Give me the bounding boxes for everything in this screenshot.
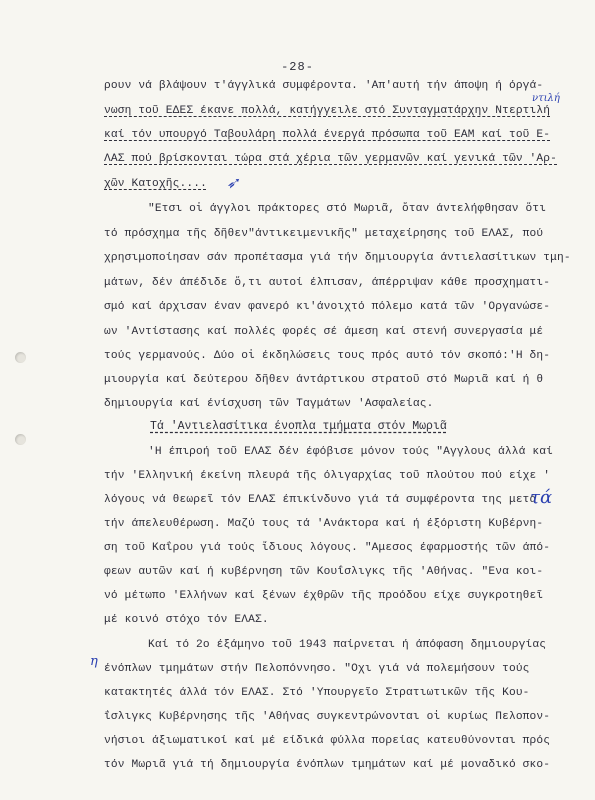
- text-line: λόγους νά θεωρεῖ τόν ΕΛΑΣ έπικίνδυνο γιά τά συμφέροντα της μετά: [104, 494, 537, 506]
- text-line: νήσιοι άξιωματικοί καί μέ είδικά φύλλα πορείας κατευθύνονται πρός: [104, 735, 551, 747]
- arrow-mark-icon: ➶: [226, 173, 240, 192]
- text-line: ένόπλων τμημάτων στήν Πελοπόννησο. "Οχι γιά νά πολεμήσουν τούς: [104, 663, 530, 675]
- text-line: μιουργία καί δεύτερου δῆθεν άντάρτικου στρατοῦ στό Μωριᾶ καί ή θ: [104, 374, 544, 386]
- text-line: τό πρόσχημα τῆς δῆθεν"άντικειμενικῆς" μεταχείρησης τοῦ ΕΛΑΣ, πού: [104, 228, 544, 240]
- punch-hole: [15, 352, 26, 363]
- section-heading: Τά 'Αντιελασίτικα ένοπλα τμήματα στόν Μωριᾶ: [150, 420, 447, 433]
- handwritten-correction: η: [90, 654, 98, 669]
- text-line: ων 'Αντίστασης καί πολλές φορές σέ άμεση καί στενή συνεργασία μέ: [104, 326, 544, 338]
- text-line: καί τόν υπουργό Ταβουλάρη πολλά ένεργά πρόσωπα τοῦ ΕΑΜ καί τοῦ Ε-: [104, 129, 551, 141]
- handwritten-correction: τά: [530, 487, 553, 508]
- text-line: τόν Μωριᾶ γιά τή δημιουργία ένόπλων τμημάτων καί μέ μοναδικό σκο-: [104, 759, 551, 771]
- handwritten-correction: ντιλή: [532, 93, 560, 104]
- text-line: ρουν νά βλάψουν τ'άγγλικά συμφέροντα. 'Απ'αυτή τήν άποψη ή όργά-: [104, 80, 544, 92]
- text-line: ΐσλιγκς Κυβέρνησης τῆς 'Αθήνας συγκεντρώνονται οἱ κυρίως Πελοπον-: [104, 711, 551, 723]
- text-line: 'Η έπιροή τοῦ ΕΛΑΣ δέν έφόβισε μόνον τούς "Αγγλους άλλά καί: [148, 446, 553, 458]
- text-line: μάτων, δέν άπέδιδε ὅ,τι αυτοί έλπισαν, άπέρριψαν κάθε προσχηματι-: [104, 277, 551, 289]
- text-line: Καί τό 2ο έξάμηνο τοῦ 1943 παίρνεται ή άπόφαση δημιουργίας: [148, 639, 547, 651]
- text-line: ση τοῦ Καΐρου γιά τούς ἴδιους λόγους. "Αμεσος έφαρμοστής τῶν άπό-: [104, 542, 551, 554]
- text-line: νό μέτωπο 'Ελλήνων καί ξένων έχθρῶν τῆς προόδου είχε συγκροτηθεῖ: [104, 590, 544, 602]
- text-line: δημιουργία καί ένίσχυση τῶν Ταγμάτων 'Ασφαλείας.: [104, 398, 434, 410]
- text-line: σμό καί άρχισαν έναν φανερό κι'άνοιχτό πόλεμο κατά τῶν 'Οργανώσε-: [104, 301, 551, 313]
- text-line: χῶν Κατοχῆς....: [104, 178, 207, 190]
- text-line: φεων αυτῶν καί ή κυβέρνηση τῶν Κουΐσλιγκς τῆς 'Αθήνας. "Ενα κοι-: [104, 566, 544, 578]
- page-number: -28-: [281, 60, 314, 74]
- text-line: κατακτητές άλλά τόν ΕΛΑΣ. Στό 'Υπουργεῖο Στρατιωτικῶν τῆς Κου-: [104, 687, 530, 699]
- text-line: χρησιμοποίησαν σάν προπέτασμα γιά τήν δημιουργία άντιελασίτικων τμη-: [104, 252, 571, 264]
- text-line: τήν άπελευθέρωση. Μαζύ τους τά 'Ανάκτορα καί ή έξόριστη Κυβέρνη-: [104, 518, 544, 530]
- text-line: "Ετσι οἱ άγγλοι πράκτορες στό Μωριᾶ, ὅταν άντελήφθησαν ὅτι: [148, 203, 547, 215]
- punch-hole: [15, 434, 26, 445]
- text-line: ΛΑΣ πού βρίσκονται τώρα στά χέρια τῶν γερμανῶν καί γενικά τῶν 'Αρ-: [104, 153, 557, 165]
- text-line: τήν 'Ελληνική έκείνη πλευρά τῆς όλιγαρχίας τοῦ πλούτου πού είχε ': [104, 470, 551, 482]
- text-line: νωση τοῦ ΕΔΕΣ έκανε πολλά, κατήγγειλε στό Συνταγματάρχην Ντερτιλή: [104, 105, 551, 117]
- text-line: τούς γερμανούς. Δύο οἱ έκδηλώσεις τους πρός αυτό τόν σκοπό:'Η δη-: [104, 350, 551, 362]
- text-line: μέ κοινό στόχο τόν ΕΛΑΣ.: [104, 614, 269, 626]
